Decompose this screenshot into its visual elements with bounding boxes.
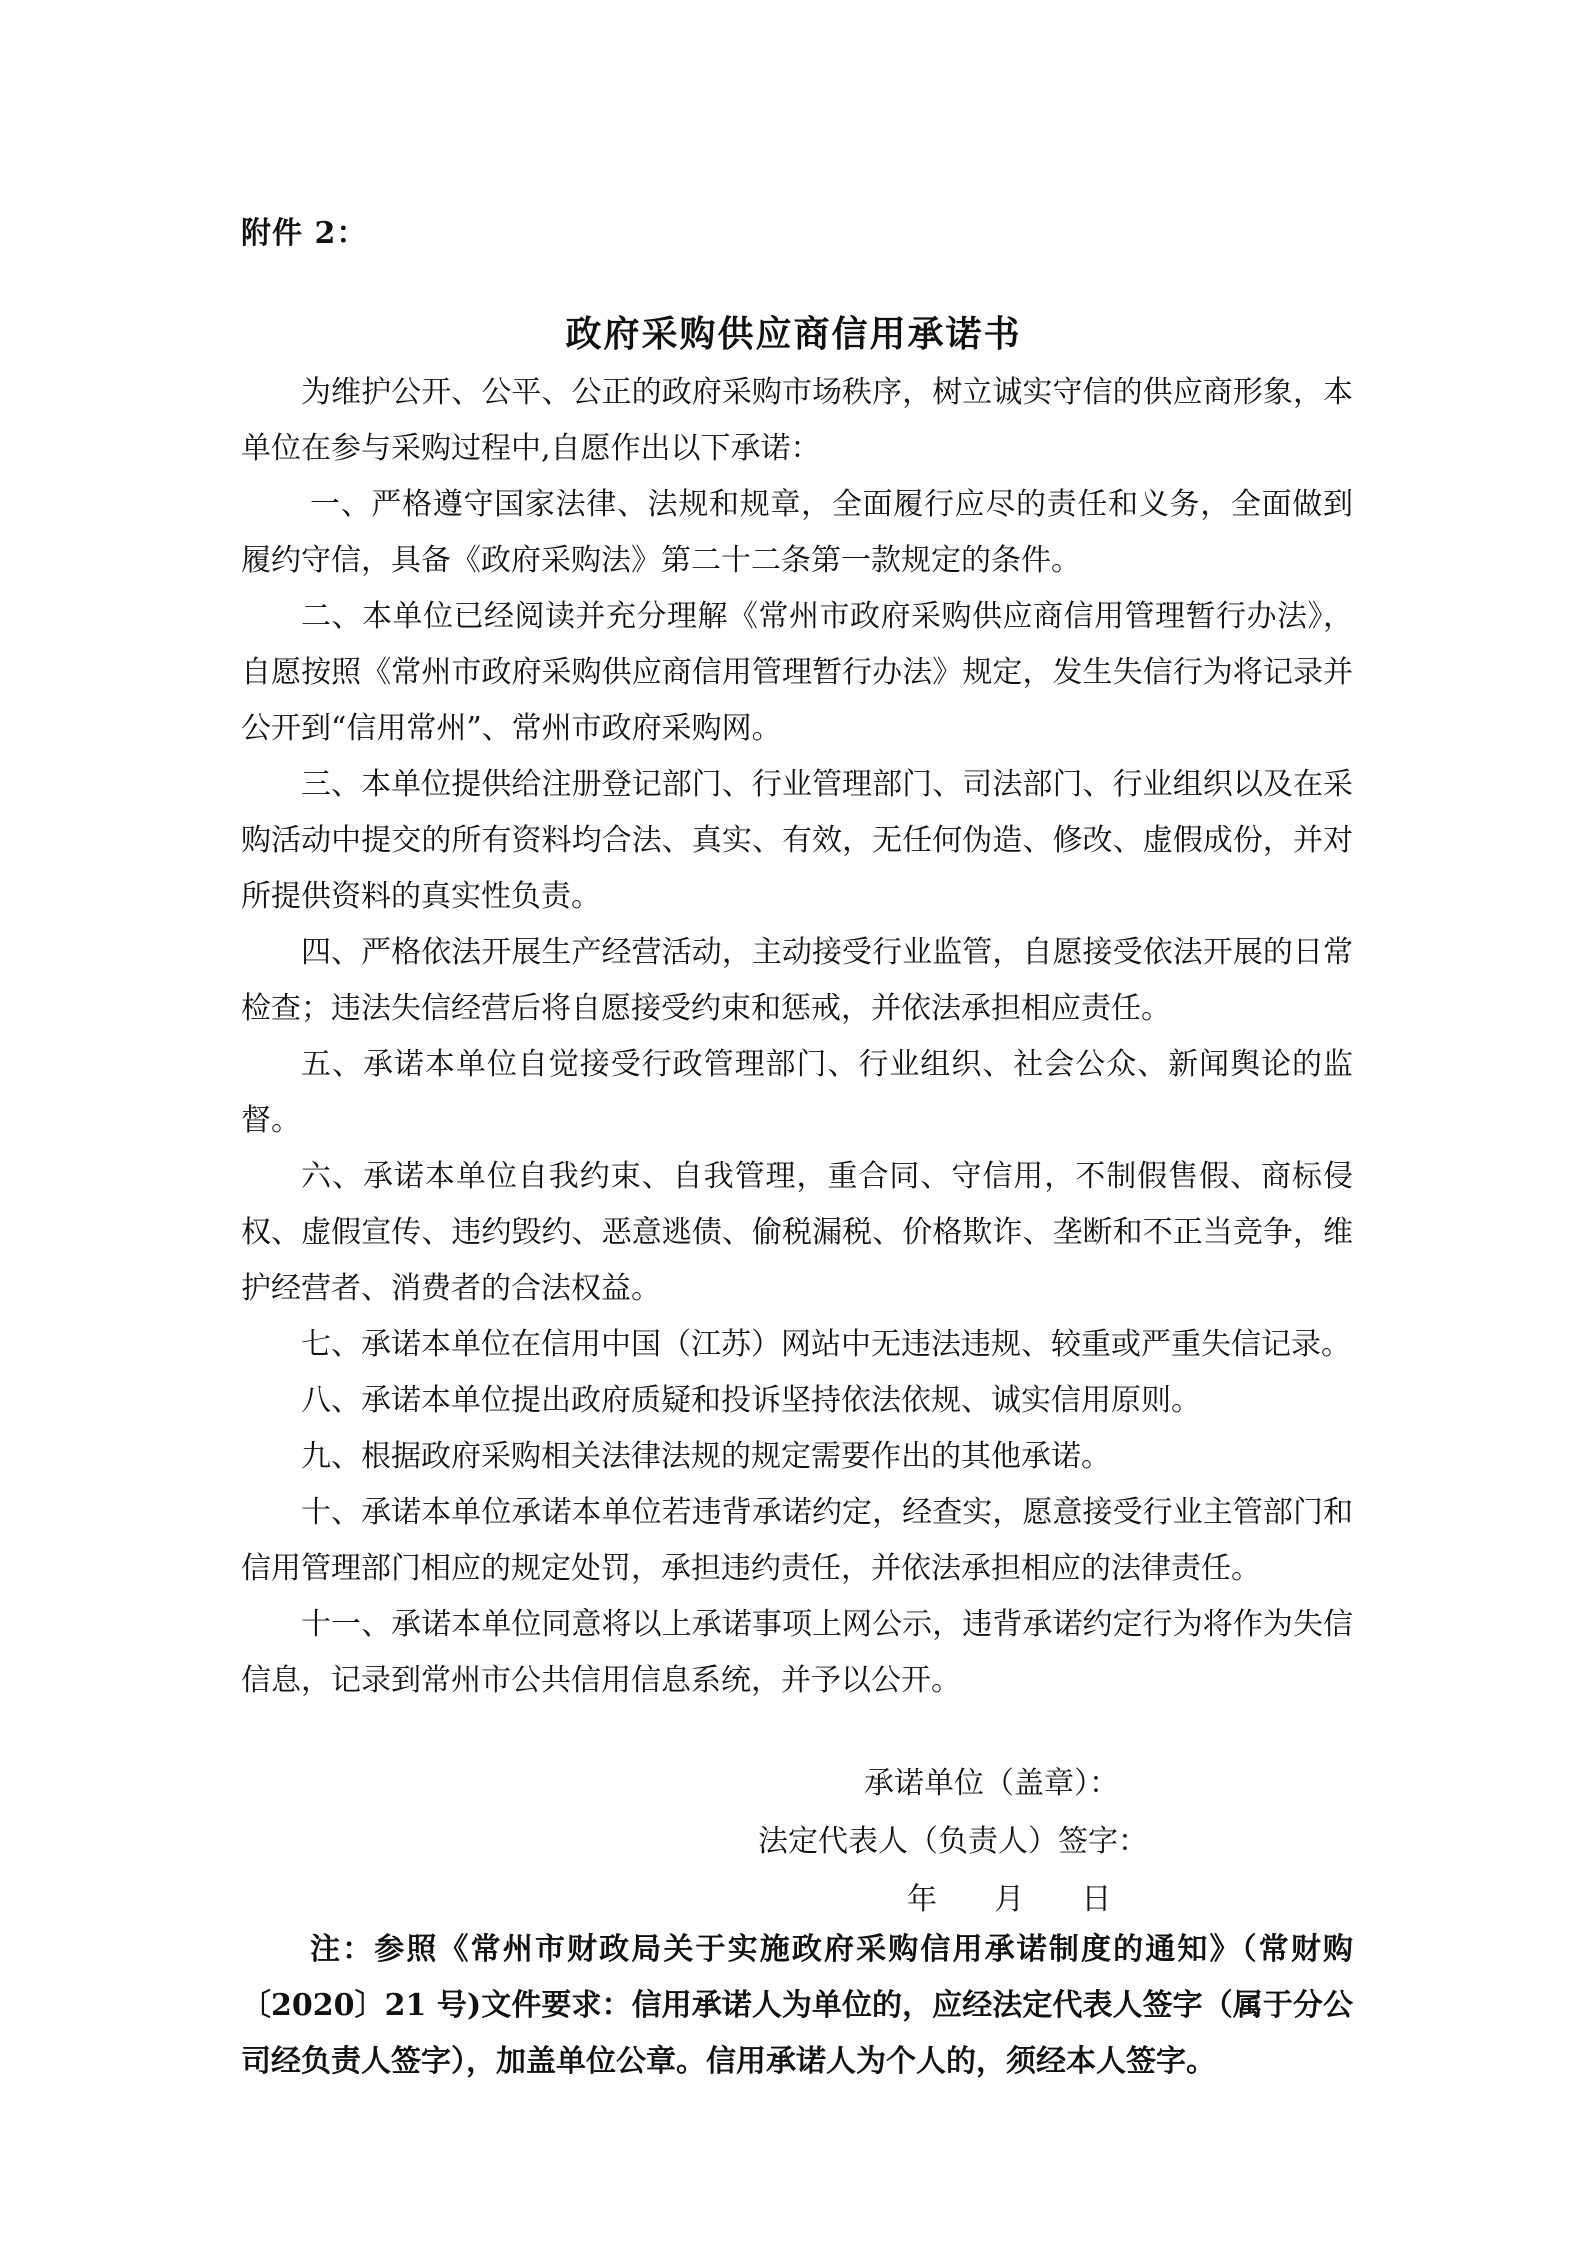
- commitment-item-2: 二、本单位已经阅读并充分理解《常州市政府采购供应商信用管理暂行办法》，自愿按照《常州市政府采购供应商信用管理暂行办法》规定，发生失信行为将记录并公开到“信用常州”、常州市政府采购网。: [241, 599, 1353, 746]
- footnote: 注：参照《常州市财政局关于实施政府采购信用承诺制度的通知》（常财购〔2020〕21 号)文件要求：信用承诺人为单位的，应经法定代表人签字（属于分公司经负责人签字），加盖单位公章。信用承诺人为个人的，须经本人签字。: [241, 1932, 1353, 2079]
- commitment-item-1: 一、严格遵守国家法律、法规和规章，全面履行应尽的责任和义务，全面做到履约守信，具备《政府采购法》第二十二条第一款规定的条件。: [241, 487, 1353, 578]
- commitment-item-6: 六、承诺本单位自我约束、自我管理，重合同、守信用，不制假售假、商标侵权、虚假宣传、违约毁约、恶意逃债、偷税漏税、价格欺诈、垄断和不正当竞争，维护经营者、消费者的合法权益。: [241, 1159, 1353, 1306]
- commitment-item-7: 七、承诺本单位在信用中国（江苏）网站中无违法违规、较重或严重失信记录。: [301, 1327, 1351, 1362]
- signature-unit-label: 承诺单位（盖章）：: [864, 1766, 1119, 1801]
- signature-date-label: [907, 1874, 1111, 1918]
- document-body: [241, 365, 1353, 1709]
- commitment-item-4: 四、严格依法开展生产经营活动，主动接受行业监管，自愿接受依法开展的日常检查；违法失信经营后将自愿接受约束和惩戒，并依法承担相应责任。: [241, 935, 1353, 1026]
- commitment-item-9: 九、根据政府采购相关法律法规的规定需要作出的其他承诺。: [301, 1439, 1111, 1474]
- attachment-label: 附件 2：: [241, 216, 368, 251]
- intro-paragraph: 为维护公开、公平、公正的政府采购市场秩序，树立诚实守信的供应商形象，本单位在参与采购过程中,自愿作出以下承诺：: [241, 375, 1353, 466]
- commitment-item-5: 五、承诺本单位自觉接受行政管理部门、行业组织、社会公众、新闻舆论的监督。: [241, 1047, 1353, 1138]
- commitment-item-3: 三、本单位提供给注册登记部门、行业管理部门、司法部门、行业组织以及在采购活动中提交的所有资料均合法、真实、有效，无任何伪造、修改、虚假成份，并对所提供资料的真实性负责。: [241, 767, 1353, 914]
- commitment-item-8: 八、承诺本单位提出政府质疑和投诉坚持依法依规、诚实信用原则。: [301, 1383, 1201, 1418]
- commitment-item-10: 十、承诺本单位承诺本单位若违背承诺约定，经查实，愿意接受行业主管部门和信用管理部门相应的规定处罚，承担违约责任，并依法承担相应的法律责任。: [241, 1495, 1353, 1586]
- signature-representative-label: 法定代表人（负责人）签字：: [758, 1824, 1148, 1859]
- document-title: 政府采购供应商信用承诺书: [565, 313, 1022, 355]
- signature-date-text: 年 月 日: [907, 1882, 1112, 1917]
- commitment-item-11: 十一、承诺本单位同意将以上承诺事项上网公示，违背承诺约定行为将作为失信信息，记录到常州市公共信用信息系统，并予以公开。: [241, 1607, 1353, 1698]
